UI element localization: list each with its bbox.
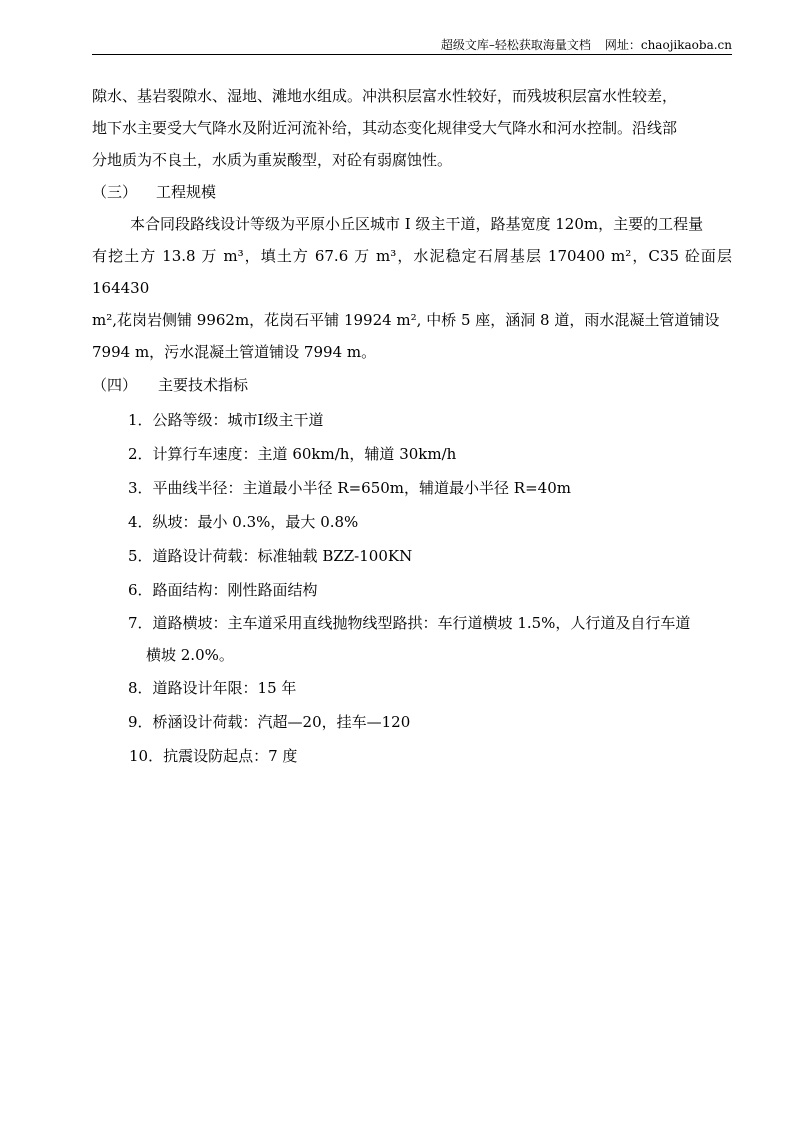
section-3-heading (92, 176, 732, 208)
technical-indicators-list (92, 403, 732, 773)
list-item-line-1: 7．道路横坡：主车道采用直线抛物线型路拱：车行道横坡 1.5%，人行道及自行车道 (128, 614, 691, 632)
intro-paragraph (92, 80, 732, 176)
list-item: 2．计算行车速度：主道 60km/h，辅道 30km/h (128, 445, 457, 463)
list-item: 3．平曲线半径：主道最小半径 R=650m，辅道最小半径 R=40m (128, 479, 571, 497)
section-3-line-2: 有挖土方 13.8 万 m³，填土方 67.6 万 m³，水泥稳定石屑基层 170400 m²，C35 砼面层 164430 (92, 247, 732, 297)
page-header (92, 36, 732, 55)
list-item: 5．道路设计荷载：标准轴载 BZZ-100KN (128, 547, 413, 565)
section-3-title: 工程规模 (156, 183, 217, 201)
intro-line-1: 隙水、基岩裂隙水、湿地、滩地水组成。冲洪积层富水性较好，而残坡积层富水性较差， (92, 87, 678, 105)
section-3-number: （三） (92, 183, 138, 201)
section-4-number: （四） (92, 376, 138, 394)
intro-line-2: 地下水主要受大气降水及附近河流补给，其动态变化规律受大气降水和河水控制。沿线部 (92, 119, 678, 137)
list-item: 8．道路设计年限：15 年 (128, 679, 297, 697)
list-item: 4．纵坡：最小 0.3%，最大 0.8% (128, 513, 359, 531)
section-3-line-4: 7994 m，污水混凝土管道铺设 7994 m。 (92, 343, 377, 361)
list-item: 6．路面结构：刚性路面结构 (128, 581, 318, 599)
list-item (92, 607, 732, 671)
section-4-heading (92, 369, 732, 401)
intro-line-3: 分地质为不良土，水质为重炭酸型，对砼有弱腐蚀性。 (92, 151, 453, 169)
section-3-line-1: 本合同段路线设计等级为平原小丘区城市 I 级主干道，路基宽度 120m，主要的工程量 (130, 215, 704, 233)
section-4-title: 主要技术指标 (158, 376, 249, 394)
document-body (92, 80, 732, 773)
list-item: 1．公路等级：城市Ⅰ级主干道 (128, 411, 324, 429)
section-3-line-3: m²,花岗岩侧铺 9962m，花岗石平铺 19924 m², 中桥 5 座，涵洞 8 道，雨水混凝土管道铺设 (92, 311, 720, 329)
header-url: 网址：chaojikaoba.cn (604, 38, 732, 52)
list-item: 10．抗震设防起点：7 度 (129, 747, 298, 765)
list-item-line-2: 横坡 2.0%。 (146, 646, 234, 664)
list-item: 9．桥涵设计荷载：汽超—20，挂车—120 (128, 713, 411, 731)
section-3-paragraph (92, 208, 732, 368)
header-doc-site: 超级文库–轻松获取海量文档 (440, 38, 591, 52)
